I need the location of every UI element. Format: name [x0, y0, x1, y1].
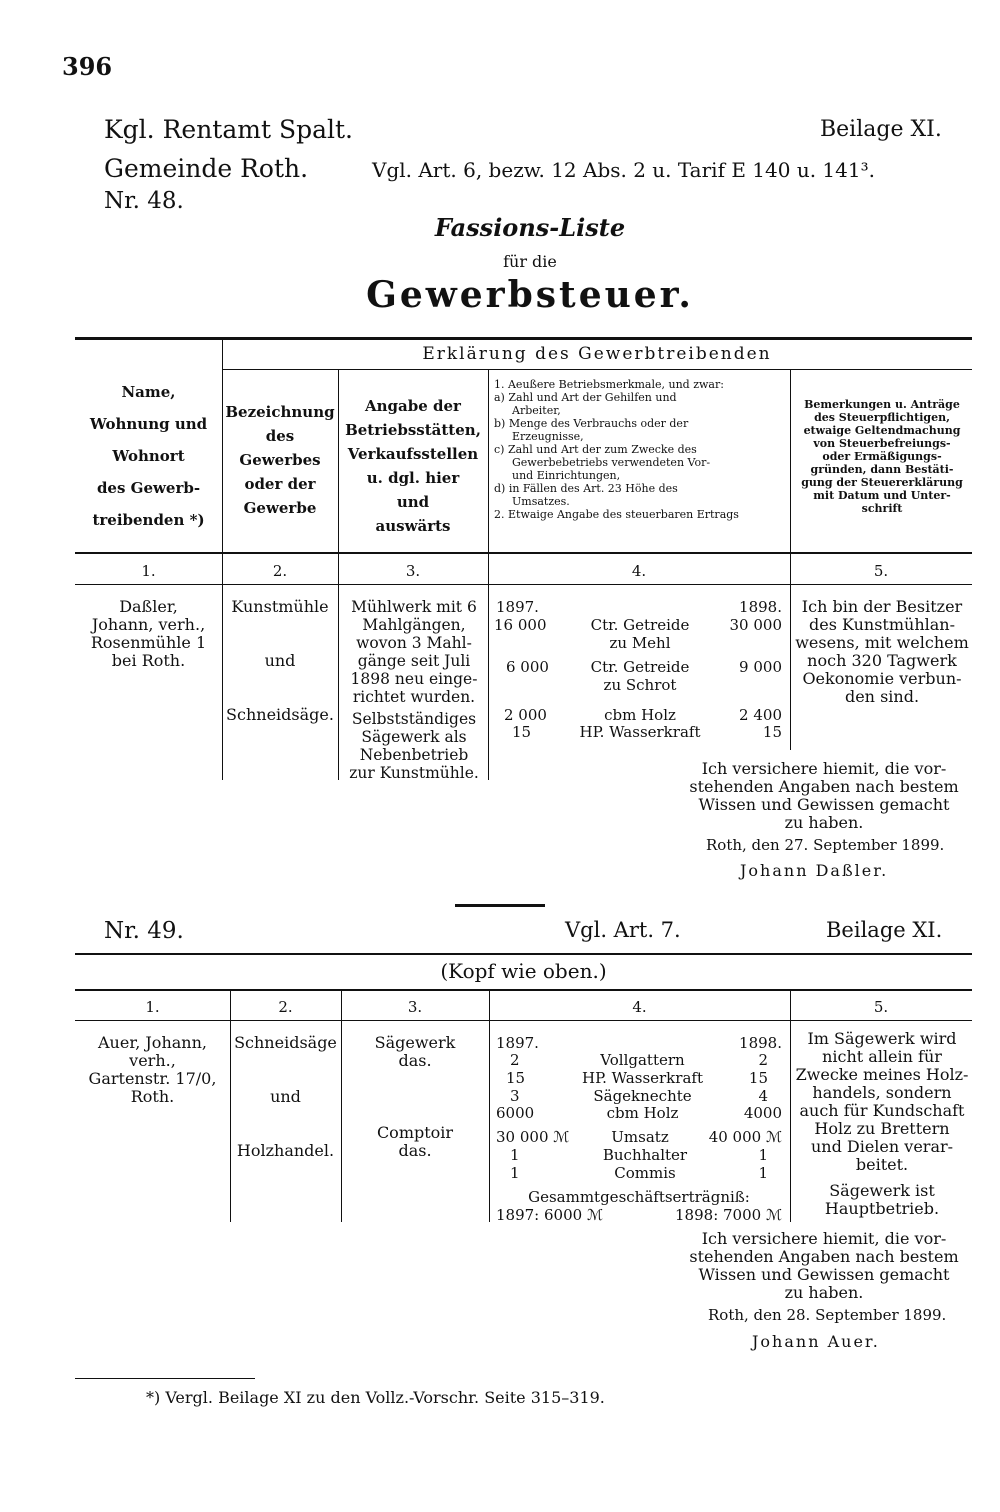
table2-colnum-rule: [75, 1020, 972, 1021]
t2-col-divider-3: [489, 991, 490, 1222]
entry2-row2-label: HP. Wasserkraft: [582, 1069, 703, 1087]
entry2-row2-left: 15: [506, 1069, 526, 1087]
kopf-note: (Kopf wie oben.): [440, 959, 607, 983]
group-header-rule: [222, 369, 972, 370]
entry2-betrieb: Sägewerk das. Comptoir das.: [374, 1033, 456, 1160]
entry1-row2-label: Ctr. Getreide: [590, 658, 690, 676]
entry-number: Nr. 48.: [104, 188, 184, 214]
entry2-row7-left: 1: [510, 1164, 520, 1182]
entry2-row7-right: 1: [758, 1164, 768, 1182]
t2-col-number-4: 4.: [632, 998, 647, 1016]
entry2-number: Nr. 49.: [104, 918, 184, 944]
col3-header: Angabe der Betriebsstätten, Verkaufsstellen u. dgl. hier und auswärts: [345, 397, 481, 535]
t2-col-divider-4: [790, 991, 791, 1222]
separator-rule: [455, 904, 545, 907]
t2-col-number-5: 5.: [873, 998, 889, 1016]
entry2-row7-label: Commis: [614, 1164, 676, 1182]
entry1-betrieb: Mühlwerk mit 6 Mahlgängen, wovon 3 Mahl- gänge seit Juli 1898 neu einge- richtet wurden. Selbstständiges Sägewerk als Nebenbetrieb zur Kunstmühle.: [349, 598, 479, 782]
footnote: *) Vergl. Beilage XI zu den Vollz.-Vorschr. Seite 315–319.: [146, 1388, 605, 1407]
t2-col-number-2: 2.: [278, 998, 293, 1016]
entry2-row6-label: Buchhalter: [602, 1146, 688, 1164]
beilage-label: Beilage XI.: [820, 117, 942, 142]
entry2-row6-left: 1: [510, 1146, 520, 1164]
entry2-row3-right: 4: [758, 1087, 768, 1105]
entry2-place-date: Roth, den 28. September 1899.: [708, 1306, 947, 1324]
entry1-row4-left: 15: [512, 723, 532, 741]
entry2-ertrag-left: 1897: 6000 ℳ: [496, 1206, 603, 1224]
entry2-row3-label: Sägeknechte: [593, 1087, 692, 1105]
entry2-year-left: 1897.: [496, 1034, 539, 1052]
entry2-gewerbe: Schneidsäge und Holzhandel.: [234, 1033, 337, 1160]
entry2-ertrag-label: Gesammtgeschäftserträgniß:: [528, 1188, 750, 1206]
col-number-4: 4.: [631, 562, 647, 580]
entry2-row1-right: 2: [758, 1051, 768, 1069]
entry1-signature: Johann Daßler.: [740, 861, 889, 880]
entry2-declaration: Ich versichere hiemit, die vor- stehenden Angaben nach bestem Wissen und Gewissen gemacht zu haben.: [689, 1229, 959, 1302]
entry1-row3-right: 2 400: [739, 706, 782, 724]
entry2-row3-left: 3: [510, 1087, 520, 1105]
col1-header: Name, Wohnung und Wohnort des Gewerb- treibenden *): [89, 383, 208, 529]
entry1-row4-right: 15: [762, 723, 782, 741]
col-number-5: 5.: [873, 562, 889, 580]
entry1-row1-label2: zu Mehl: [609, 634, 671, 652]
entry2-signature: Johann Auer.: [752, 1332, 880, 1351]
entry1-row2-left: 6 000: [506, 658, 549, 676]
entry1-declaration: Ich versichere hiemit, die vor- stehenden Angaben nach bestem Wissen und Gewissen gemacht zu haben.: [689, 759, 959, 832]
entry1-place-date: Roth, den 27. September 1899.: [706, 836, 945, 854]
t2-col-number-1: 1.: [145, 998, 160, 1016]
footnote-rule: [75, 1378, 255, 1379]
entry1-year-left: 1897.: [496, 598, 539, 616]
document-subtitle: Gewerbsteuer.: [366, 274, 694, 316]
entry1-row3-label: cbm Holz: [604, 706, 676, 724]
table2-top-rule: [75, 953, 972, 955]
office-name: Kgl. Rentamt Spalt.: [104, 115, 353, 144]
group-header: Erklärung des Gewerbtreibenden: [422, 344, 772, 364]
entry1-row2-label2: zu Schrot: [603, 676, 677, 694]
page-number: 396: [62, 52, 113, 81]
table2-kopf-rule: [75, 989, 972, 991]
entry2-ertrag-right: 1898: 7000 ℳ: [675, 1206, 782, 1224]
entry2-remarks: Im Sägewerk wird nicht allein für Zwecke meines Holz- handels, sondern auch für Kundschaft Holz zu Brettern und Dielen verar- beitet. Sägewerk ist Hauptbetrieb.: [795, 1029, 969, 1218]
col-divider-4: [790, 370, 791, 750]
entry1-gewerbe: Kunstmühle und Schneidsäge.: [226, 597, 334, 724]
header-bottom-rule: [75, 552, 972, 554]
entry2-name: Auer, Johann, verh., Gartenstr. 17/0, Roth.: [88, 1033, 217, 1106]
entry1-row1-label: Ctr. Getreide: [590, 616, 690, 634]
entry1-row1-left: 16 000: [494, 616, 547, 634]
entry1-name: Daßler, Johann, verh., Rosenmühle 1 bei Roth.: [90, 597, 207, 670]
title-connector: für die: [503, 252, 557, 271]
table-top-rule: [75, 337, 972, 340]
legal-reference: Vgl. Art. 6, bezw. 12 Abs. 2 u. Tarif E 140 u. 141³.: [372, 158, 875, 182]
document-title: Fassions-Liste: [434, 213, 626, 242]
entry2-row4-label: cbm Holz: [606, 1104, 679, 1122]
entry2-row5-label: Umsatz: [611, 1128, 669, 1146]
gemeinde-name: Gemeinde Roth.: [104, 154, 309, 183]
entry1-year-right: 1898.: [739, 598, 782, 616]
entry2-row5-right: 40 000 ℳ: [708, 1128, 782, 1146]
col5-header: Bemerkungen u. Anträge des Steuerpflichtigen, etwaige Geltendmachung von Steuerbefreiungs- oder Ermäßigungs- gründen, dann Bestäti- gung der Steuererklärung mit Datum und Unter- schrift: [801, 398, 963, 515]
entry2-row1-left: 2: [510, 1051, 520, 1069]
entry1-row4-label: HP. Wasserkraft: [579, 723, 701, 741]
entry1-row3-left: 2 000: [504, 706, 547, 724]
entry2-beilage: Beilage XI.: [826, 918, 943, 942]
entry2-row1-label: Vollgattern: [600, 1051, 685, 1069]
entry2-row5-left: 30 000 ℳ: [496, 1128, 570, 1146]
col-number-3: 3.: [405, 562, 421, 580]
t2-col-number-3: 3.: [407, 998, 423, 1016]
entry2-row6-right: 1: [758, 1146, 768, 1164]
entry2-year-right: 1898.: [739, 1034, 782, 1052]
col-number-1: 1.: [141, 562, 156, 580]
entry2-reference: Vgl. Art. 7.: [565, 918, 681, 942]
entry1-row1-right: 30 000: [729, 616, 782, 634]
entry2-row2-right: 15: [748, 1069, 768, 1087]
col-number-2: 2.: [272, 562, 288, 580]
col4-header: 1. Aeußere Betriebsmerkmale, und zwar: a) Zahl und Art der Gehilfen und Arbeiter, b) Menge des Verbrauchs oder der Erzeugnisse, c) Zahl und Art der zum Zwecke des Gewerbebetriebs verwendeten Vor- und Einrichtungen, d) in Fällen des Art. 23 Höhe des Umsatzes. 2. Etwaige Angabe des steuerbaren Ertrags: [494, 378, 739, 521]
entry2-row4-right: 4000: [743, 1104, 782, 1122]
col2-header: Bezeichnung des Gewerbes oder der Gewerbe: [225, 403, 335, 517]
entry1-remarks: Ich bin der Besitzer des Kunstmühlan- wesens, mit welchem noch 320 Tagwerk Oekonomie verbun- den sind.: [795, 597, 969, 706]
entry1-row2-right: 9 000: [739, 658, 782, 676]
entry2-row4-left: 6000: [496, 1104, 535, 1122]
colnum-bottom-rule: [75, 584, 972, 585]
